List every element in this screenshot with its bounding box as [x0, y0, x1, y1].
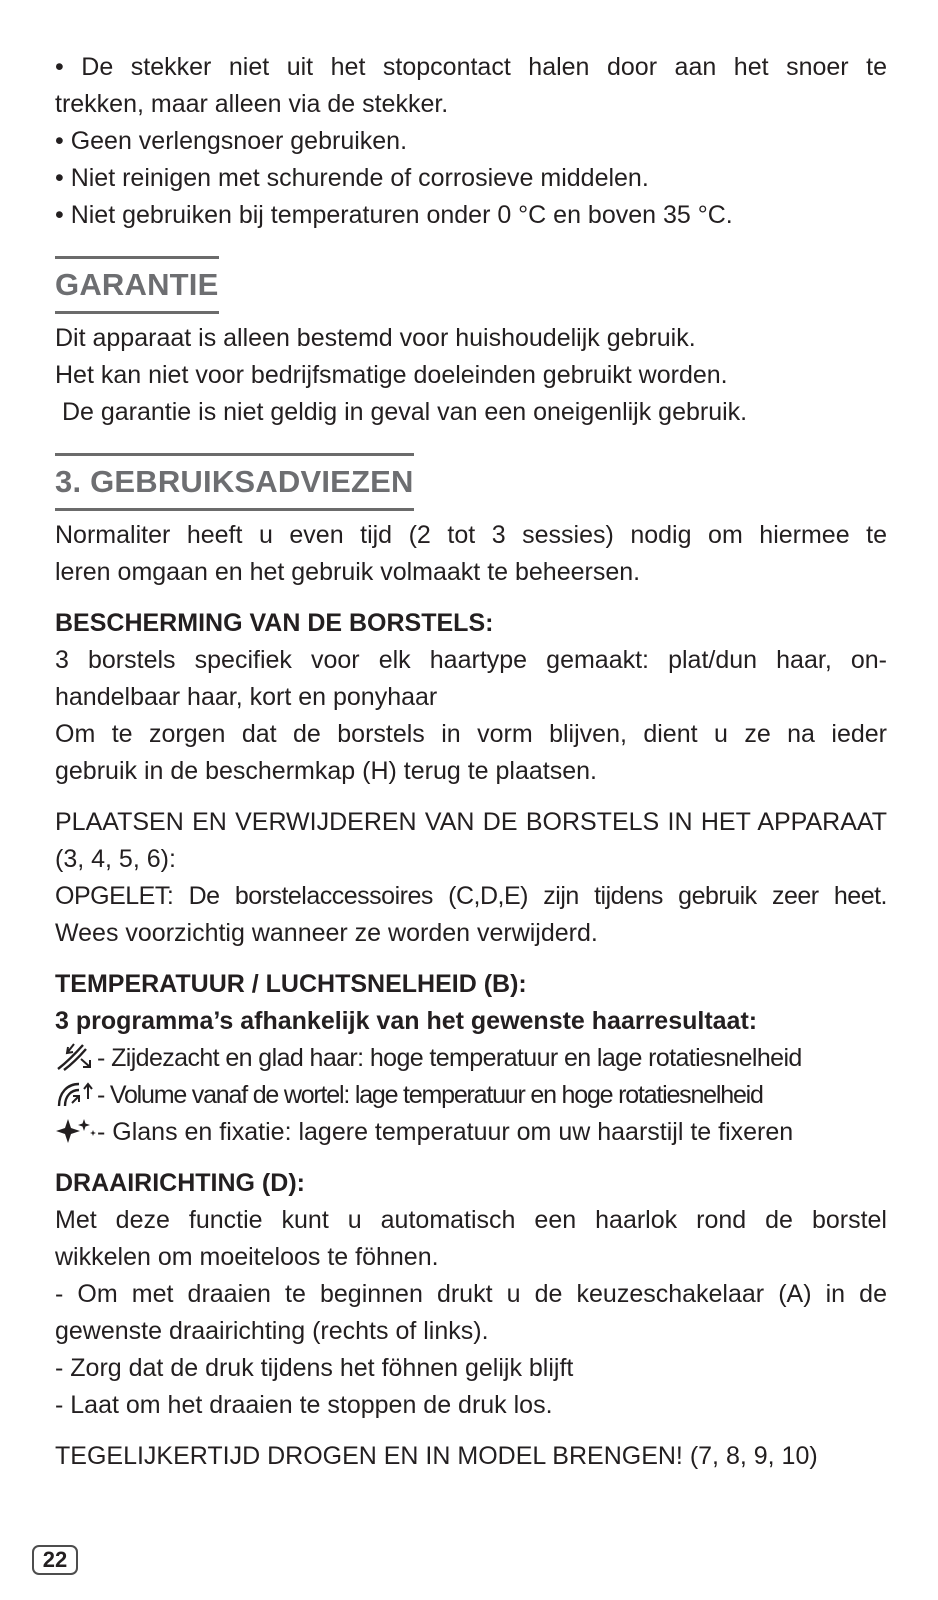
program-text: - Zijdezacht en glad haar: hoge temperatuur en lage rotatiesnelheid	[97, 1044, 802, 1072]
temperatuur-block	[55, 966, 887, 1151]
body-line: Met deze functie kunt u automatisch een haarlok rond de borstel	[55, 1206, 887, 1234]
smooth-hair-icon	[55, 1042, 97, 1072]
program-item	[55, 1114, 887, 1151]
gebruiksadviezen-section-header	[55, 453, 414, 511]
bullet-line: • Geen verlengsnoer gebruiken.	[55, 127, 408, 155]
body-line: Wees voorzichtig wanneer ze worden verwijderd.	[55, 919, 598, 947]
body-line: Dit apparaat is alleen bestemd voor huishoudelijk gebruik.	[55, 324, 696, 352]
garantie-body	[55, 320, 887, 431]
body-line: PLAATSEN EN VERWIJDEREN VAN DE BORSTELS IN HET APPARAAT	[55, 808, 887, 836]
tegelijk-block	[55, 1438, 887, 1475]
body-line: - Laat om het draaien te stoppen de druk los.	[55, 1391, 553, 1419]
bescherming-heading: BESCHERMING VAN DE BORSTELS:	[55, 609, 494, 637]
page-content	[55, 49, 887, 1475]
body-line: gewenste draairichting (rechts of links).	[55, 1317, 489, 1345]
body-line: Normaliter heeft u even tijd (2 tot 3 sessies) nodig om hiermee te	[55, 521, 887, 549]
body-line: TEGELIJKERTIJD DROGEN EN IN MODEL BRENGEN! (7, 8, 9, 10)	[55, 1442, 818, 1470]
temperatuur-subheading: 3 programma’s afhankelijk van het gewenste haarresultaat:	[55, 1007, 758, 1035]
intro-bullets	[55, 49, 887, 234]
program-text: - Volume vanaf de wortel: lage temperatuur en hoge rotatiesnelheid	[97, 1081, 763, 1109]
garantie-section-header	[55, 256, 219, 314]
body-line: gebruik in de beschermkap (H) terug te plaatsen.	[55, 757, 597, 785]
section-rule-bottom	[55, 508, 414, 511]
bullet-line: • Niet gebruiken bij temperaturen onder 0 °C en boven 35 °C.	[55, 201, 733, 229]
plaatsen-block	[55, 804, 887, 952]
body-line: - Om met draaien te beginnen drukt u de keuzeschakelaar (A) in de	[55, 1280, 887, 1308]
draairichting-heading: DRAAIRICHTING (D):	[55, 1169, 305, 1197]
temperatuur-heading: TEMPERATUUR / LUCHTSNELHEID (B):	[55, 970, 527, 998]
program-item	[55, 1040, 887, 1077]
garantie-title: GARANTIE	[55, 267, 219, 302]
body-line: 3 borstels specifiek voor elk haartype gemaakt: plat/dun haar, on-	[55, 646, 887, 674]
bullet-line: trekken, maar alleen via de stekker.	[55, 90, 449, 118]
gebruiksadviezen-title: 3. GEBRUIKSADVIEZEN	[55, 464, 414, 499]
body-line: leren omgaan en het gebruik volmaakt te beheersen.	[55, 558, 641, 586]
section-rule-bottom	[55, 311, 219, 314]
body-line: (3, 4, 5, 6):	[55, 845, 176, 873]
page-number: 22	[32, 1545, 78, 1575]
bullet-line: • Niet reinigen met schurende of corrosieve middelen.	[55, 164, 649, 192]
volume-root-icon	[55, 1079, 97, 1109]
body-line: wikkelen om moeiteloos te föhnen.	[55, 1243, 439, 1271]
gebruiksadviezen-body	[55, 517, 887, 591]
body-line: handelbaar haar, kort en ponyhaar	[55, 683, 438, 711]
bescherming-block	[55, 605, 887, 790]
body-line: Om te zorgen dat de borstels in vorm blijven, dient u ze na ieder	[55, 720, 887, 748]
body-line: OPGELET: De borstelaccessoires (C,D,E) zijn tijdens gebruik zeer heet.	[55, 882, 887, 910]
program-text: - Glans en fixatie: lagere temperatuur om uw haarstijl te fixeren	[97, 1118, 794, 1146]
draairichting-block	[55, 1165, 887, 1424]
body-line: De garantie is niet geldig in geval van een oneigenlijk gebruik.	[55, 398, 748, 426]
body-line: - Zorg dat de druk tijdens het föhnen gelijk blijft	[55, 1354, 574, 1382]
bullet-line: • De stekker niet uit het stopcontact halen door aan het snoer te	[55, 53, 887, 81]
body-line: Het kan niet voor bedrijfsmatige doeleinden gebruikt worden.	[55, 361, 728, 389]
shine-sparkle-icon	[55, 1116, 97, 1146]
program-item	[55, 1077, 887, 1114]
